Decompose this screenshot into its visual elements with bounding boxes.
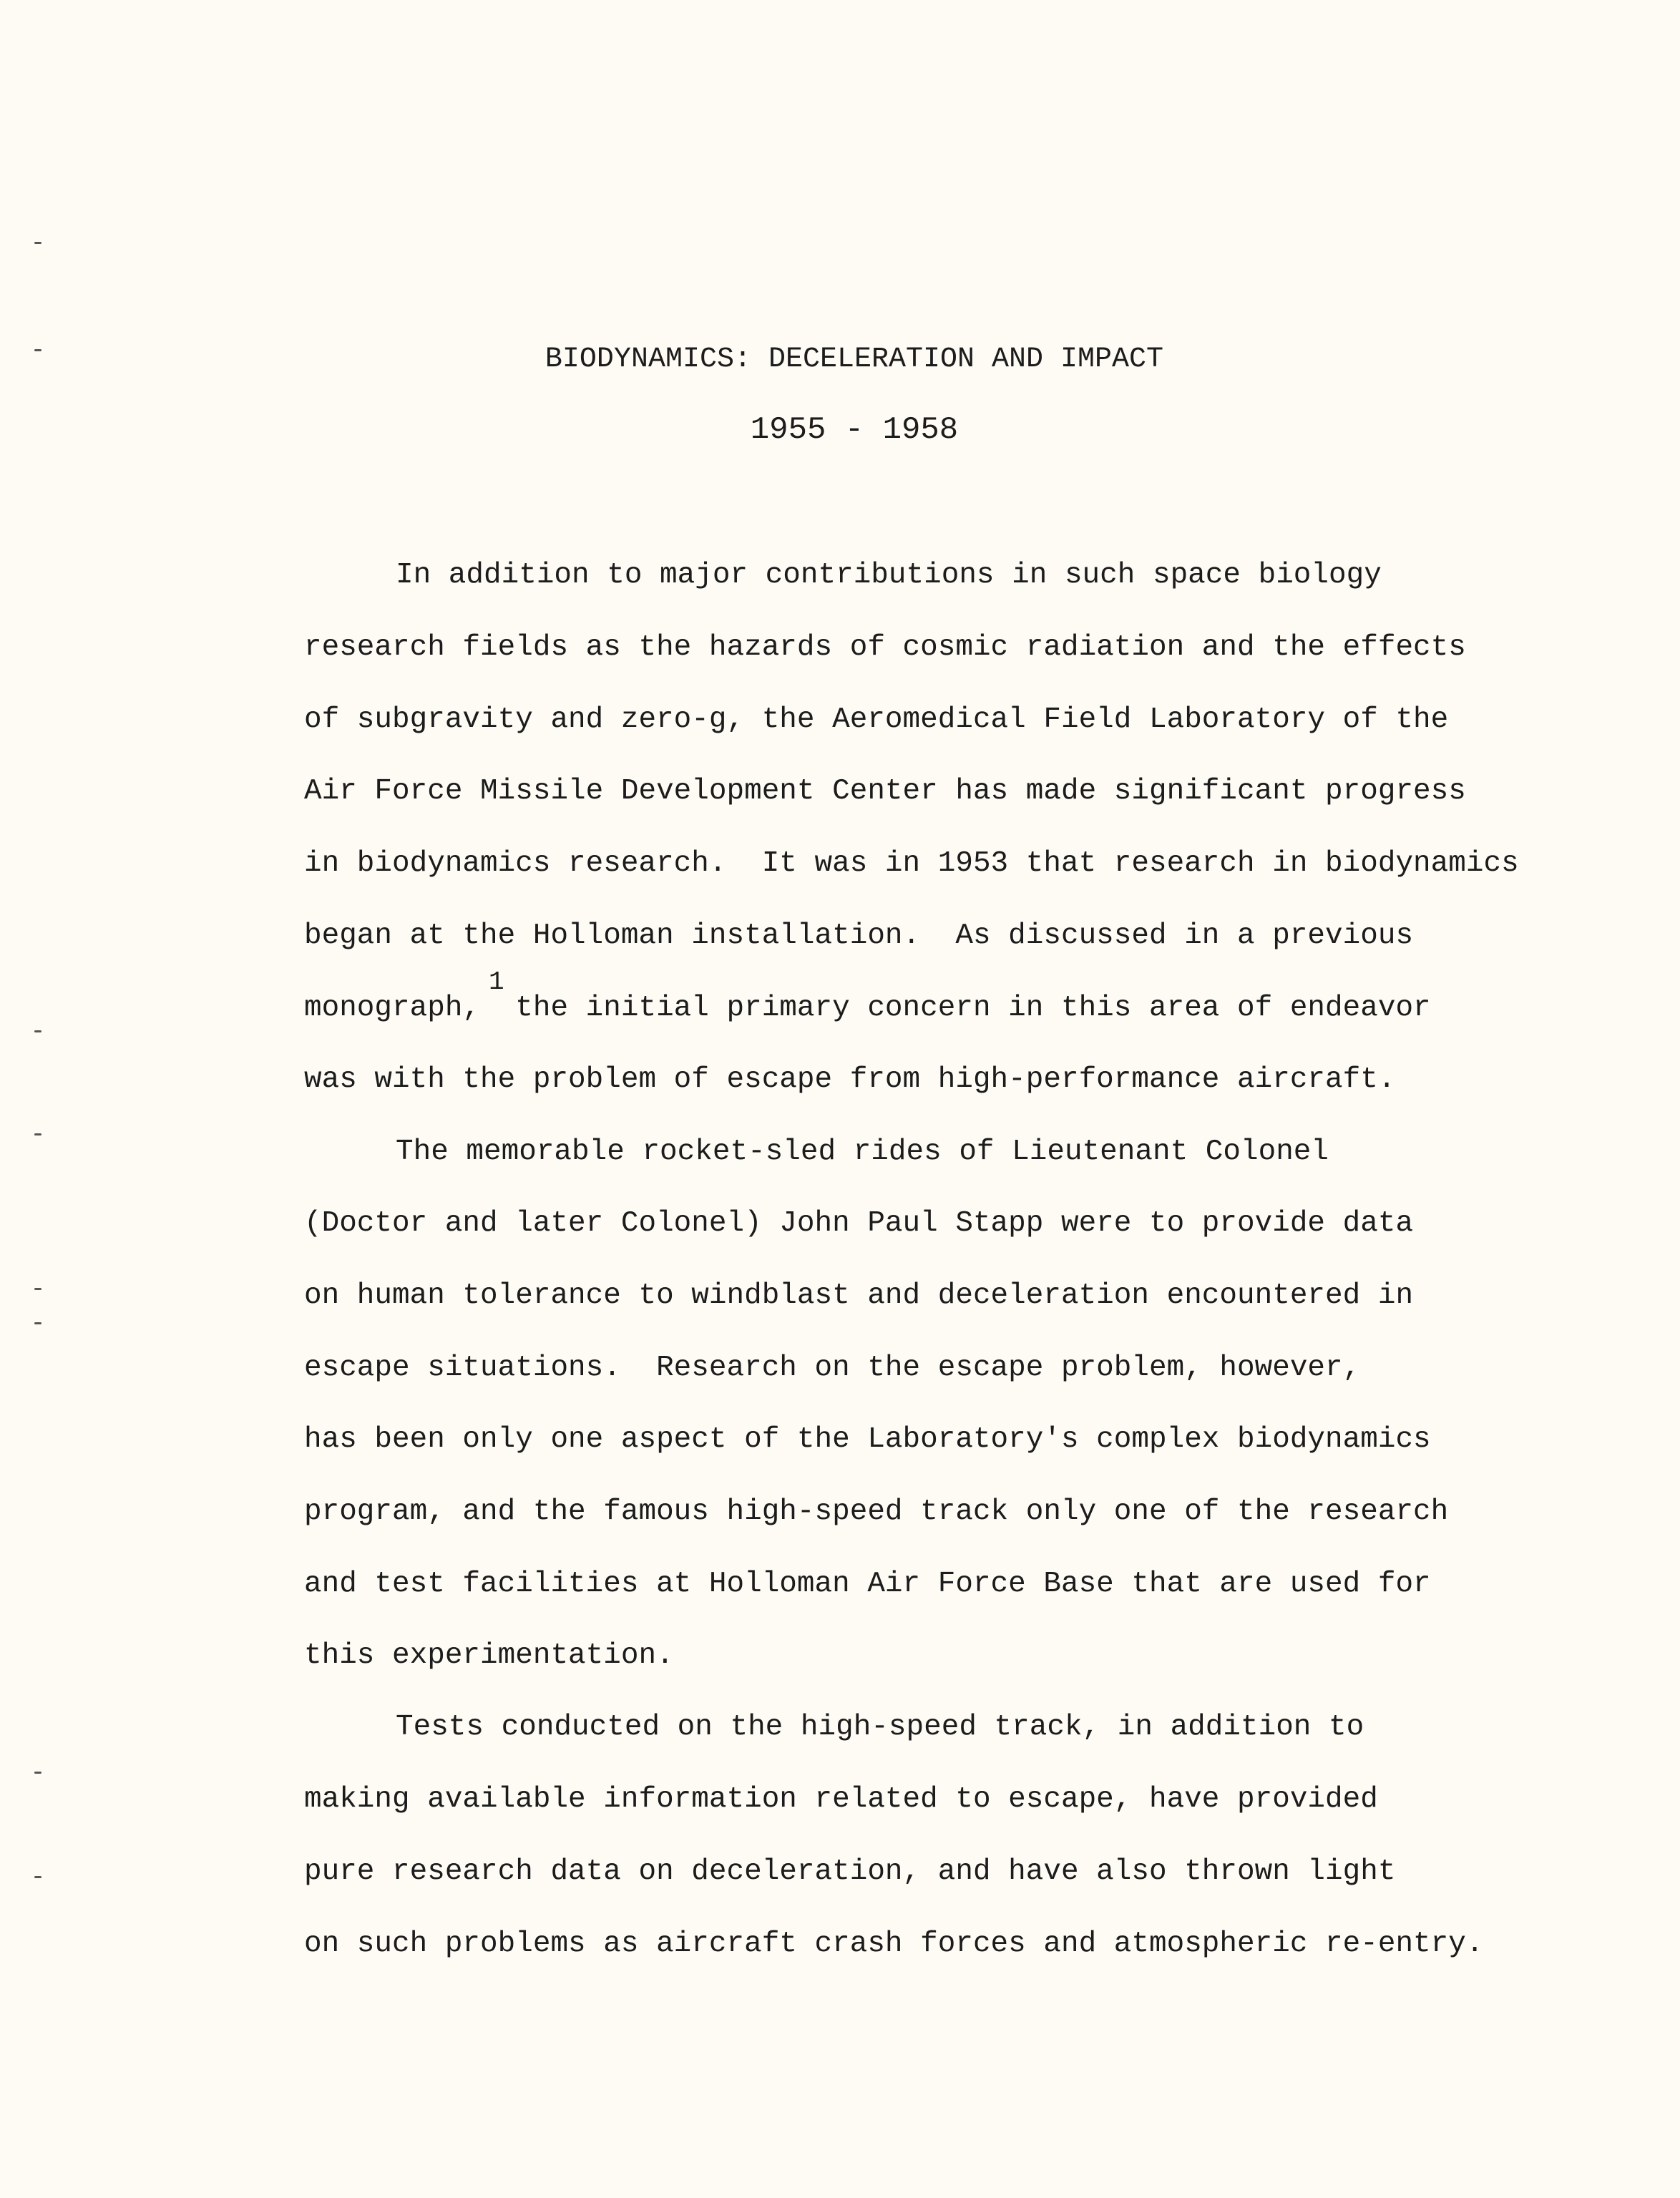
margin-mark	[34, 1133, 41, 1135]
margin-mark	[34, 1322, 41, 1324]
text-line: escape situations. Research on the escape problem, however,	[304, 1352, 1361, 1384]
text-line: began at the Holloman installation. As discussed in a previous	[304, 919, 1414, 952]
text-line: pure research data on deceleration, and have also thrown light	[304, 1855, 1396, 1888]
text-line: and test facilities at Holloman Air Force Base that are used for	[304, 1568, 1431, 1601]
date-range: 1955 - 1958	[750, 412, 959, 448]
text-line: of subgravity and zero-g, the Aeromedical Field Laboratory of the	[304, 703, 1449, 736]
text-line: this experimentation.	[304, 1639, 674, 1672]
text-line: Tests conducted on the high-speed track, in addition to	[396, 1711, 1364, 1744]
text-line: In addition to major contributions in such space biology	[396, 559, 1382, 592]
text-line: making available information related to escape, have provided	[304, 1783, 1378, 1816]
page-title: BIODYNAMICS: DECELERATION AND IMPACT	[544, 343, 1164, 376]
text-line: (Doctor and later Colonel) John Paul Stapp were to provide data	[304, 1207, 1414, 1240]
text-line: research fields as the hazards of cosmic radiation and the effects	[304, 631, 1466, 664]
text-line: has been only one aspect of the Laboratory's complex biodynamics	[304, 1423, 1431, 1456]
text-line: on such problems as aircraft crash forces and atmospheric re-entry.	[304, 1928, 1484, 1960]
text-line: The memorable rocket-sled rides of Lieutenant Colonel	[396, 1135, 1329, 1168]
margin-mark	[34, 1876, 41, 1878]
margin-mark	[34, 1772, 41, 1774]
text-line: monograph, the initial primary concern in this area of endeavor	[304, 992, 1431, 1025]
footnote-marker: 1	[489, 967, 504, 997]
text-line: on human tolerance to windblast and deceleration encountered in	[304, 1279, 1414, 1312]
text-line: Air Force Missile Development Center has made significant progress	[304, 775, 1466, 808]
margin-mark	[34, 242, 41, 244]
margin-mark	[34, 1030, 41, 1032]
text-line: program, and the famous high-speed track only one of the research	[304, 1495, 1449, 1528]
margin-mark	[34, 1288, 41, 1290]
text-line: in biodynamics research. It was in 1953 that research in biodynamics	[304, 847, 1519, 880]
text-line: was with the problem of escape from high-performance aircraft.	[304, 1063, 1396, 1096]
